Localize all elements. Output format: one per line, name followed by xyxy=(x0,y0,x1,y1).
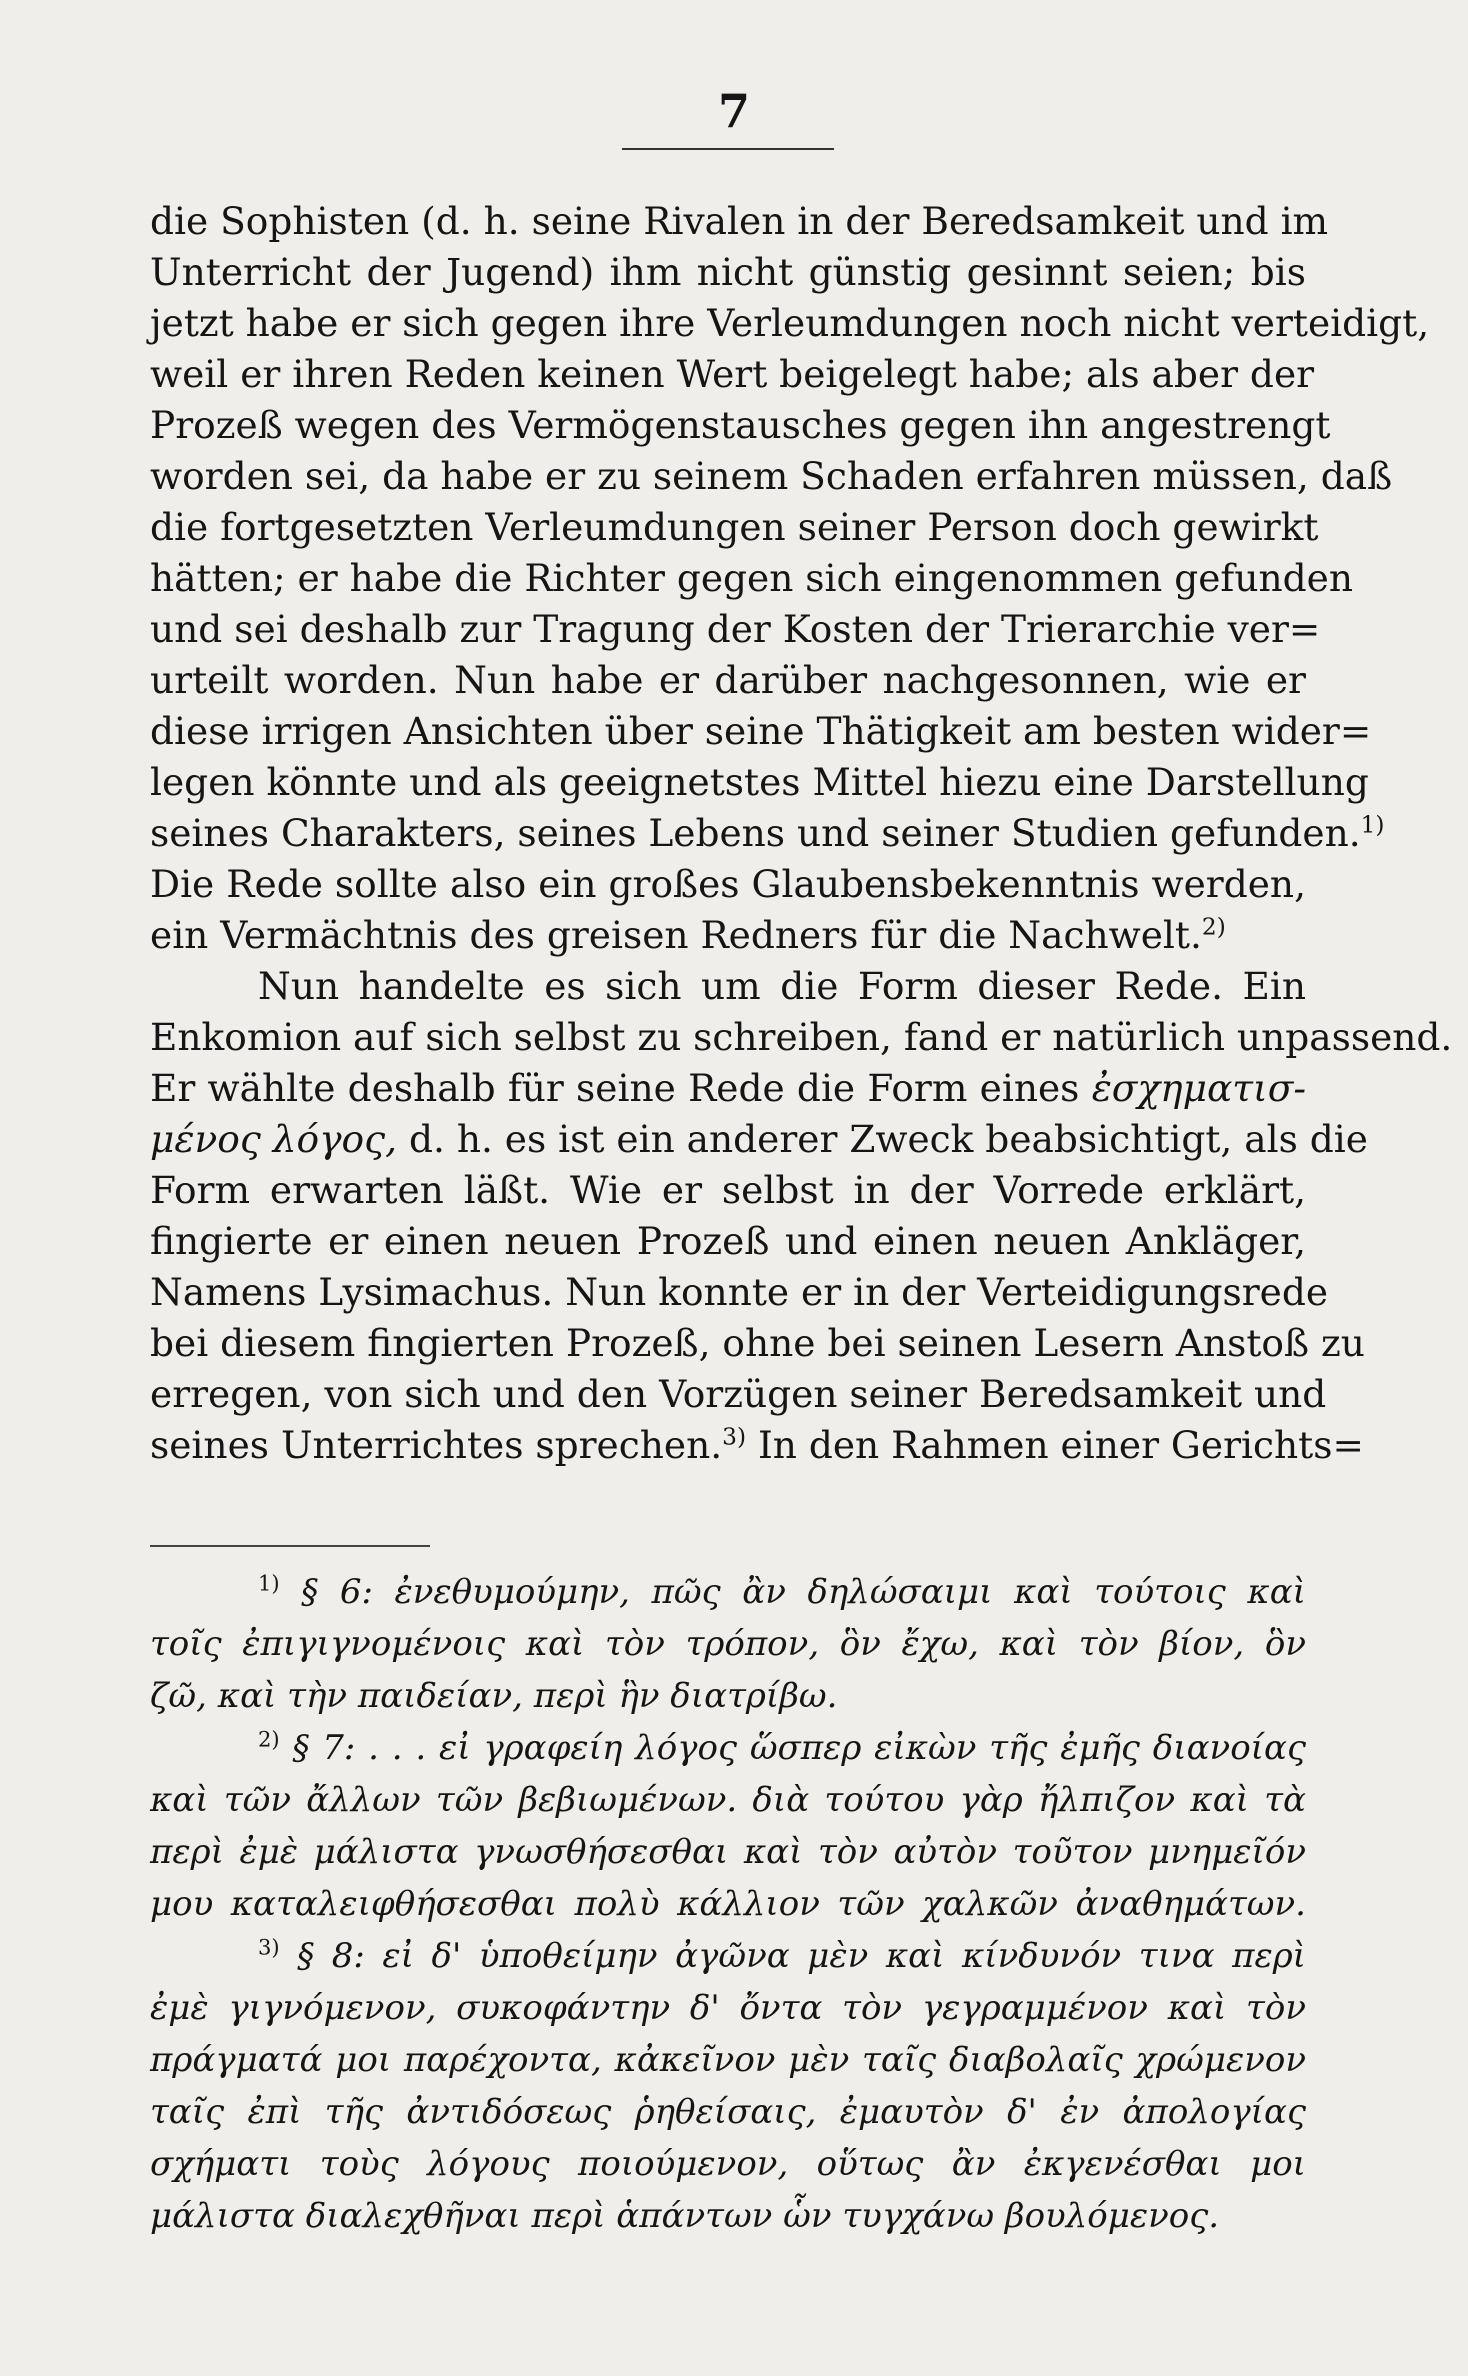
greek-term: μένος λόγος, xyxy=(150,1117,398,1161)
footnote-line: σχήματι τοὺς λόγους ποιούμενον, οὕτως ἂν ἐκγενέσθαι μοι xyxy=(150,2144,1306,2184)
greek-term: ἐσχηματισ- xyxy=(1091,1066,1307,1110)
body-line: Nun handelte es sich um die Form dieser Rede. Ein xyxy=(258,964,1306,1008)
footnote-line: μάλιστα διαλεχθῆναι περὶ ἁπάντων ὧν τυγχάνω βουλόμενος. xyxy=(150,2196,1220,2236)
body-text: In den Rahmen einer Gerichts= xyxy=(757,1423,1364,1467)
footnote-rule xyxy=(150,1545,430,1547)
body-line: und sei deshalb zur Tragung der Kosten der Trierarchie ver= xyxy=(150,607,1321,651)
body-line: legen könnte und als geeignetstes Mittel hiezu eine Darstellung xyxy=(150,760,1369,804)
body-text: ein Vermächtnis des greisen Redners für die Nachwelt. xyxy=(150,913,1202,957)
body-text: seines Charakters, seines Lebens und seiner Studien gefunden. xyxy=(150,811,1361,855)
footnote-ref: 2) xyxy=(1201,913,1226,941)
footnote-line: ζῶ, καὶ τὴν παιδείαν, περὶ ἣν διατρίβω. xyxy=(150,1676,838,1716)
body-line: bei diesem fingierten Prozeß, ohne bei seinen Lesern Anstoß zu xyxy=(150,1321,1365,1365)
body-line: Namens Lysimachus. Nun konnte er in der Verteidigungsrede xyxy=(150,1270,1329,1314)
footnote-line: ἐμὲ γιγνόμενον, συκοφάντην δ' ὄντα τὸν γεγραμμένον καὶ τὸν xyxy=(150,1988,1306,2028)
body-line: jetzt habe er sich gegen ihre Verleumdungen noch nicht verteidigt, xyxy=(150,301,1430,345)
footnote-mark: 1) xyxy=(258,1570,280,1596)
footnote-line xyxy=(258,1570,1306,1612)
body-line: Enkomion auf sich selbst zu schreiben, fand er natürlich unpassend. xyxy=(150,1015,1453,1059)
footnote-text: § 7: . . . εἰ γραφείη λόγος ὥσπερ εἰκὼν τῆς ἐμῆς διανοίας xyxy=(292,1728,1307,1768)
footnote-line: τοῖς ἐπιγιγνομένοις καὶ τὸν τρόπον, ὃν ἔχω, καὶ τὸν βίον, ὃν xyxy=(150,1624,1306,1664)
body-line xyxy=(150,811,1385,855)
body-line: erregen, von sich und den Vorzügen seiner Beredsamkeit und xyxy=(150,1372,1327,1416)
footnote-mark: 2) xyxy=(258,1726,280,1752)
body-text: seines Unterrichtes sprechen. xyxy=(150,1423,723,1467)
body-line: fingierte er einen neuen Prozeß und einen neuen Ankläger, xyxy=(150,1219,1306,1263)
footnote-line: μου καταλειφθήσεσθαι πολὺ κάλλιον τῶν χαλκῶν ἀναθημάτων. xyxy=(150,1884,1306,1924)
footnote-line xyxy=(258,1726,1307,1768)
footnote-line xyxy=(258,1934,1307,1976)
body-line: Form erwarten läßt. Wie er selbst in der Vorrede erklärt, xyxy=(150,1168,1306,1212)
body-line xyxy=(150,1066,1307,1110)
footnote-line: καὶ τῶν ἄλλων τῶν βεβιωμένων. διὰ τούτου γὰρ ἤλπιζον καὶ τὰ xyxy=(150,1780,1306,1820)
body-line: weil er ihren Reden keinen Wert beigelegt habe; als aber der xyxy=(150,352,1315,396)
body-line: Prozeß wegen des Vermögenstausches gegen ihn angestrengt xyxy=(150,403,1331,447)
body-line: hätten; er habe die Richter gegen sich eingenommen gefunden xyxy=(150,556,1353,600)
footnote-line: ταῖς ἐπὶ τῆς ἀντιδόσεως ῥηθείσαις, ἐμαυτὸν δ' ἐν ἀπολογίας xyxy=(150,2092,1306,2132)
body-line: diese irrigen Ansichten über seine Thätigkeit am besten wider= xyxy=(150,709,1372,753)
footnote-line: πράγματά μοι παρέχοντα, κἀκεῖνον μὲν ταῖς διαβολαῖς χρώμενον xyxy=(150,2040,1306,2080)
body-line: Unterricht der Jugend) ihm nicht günstig gesinnt seien; bis xyxy=(150,250,1306,294)
footnote-ref: 3) xyxy=(722,1423,747,1451)
body-text: Er wählte deshalb für seine Rede die Form eines xyxy=(150,1066,1080,1110)
header-rule xyxy=(622,148,834,150)
footnote-mark: 3) xyxy=(258,1934,280,1960)
body-line: Die Rede sollte also ein großes Glaubensbekenntnis werden, xyxy=(150,862,1306,906)
body-line xyxy=(150,1117,1368,1161)
footnote-text: § 8: εἰ δ' ὑποθείμην ἀγῶνα μὲν καὶ κίνδυνόν τινα περὶ xyxy=(297,1936,1307,1976)
body-line: urteilt worden. Nun habe er darüber nachgesonnen, wie er xyxy=(150,658,1306,702)
page-number: 7 xyxy=(717,84,750,138)
body-line: worden sei, da habe er zu seinem Schaden erfahren müssen, daß xyxy=(150,454,1393,498)
footnote-text: § 6: ἐνεθυμούμην, πῶς ἂν δηλώσαιμι καὶ τούτοις καὶ xyxy=(301,1572,1306,1612)
body-line: die Sophisten (d. h. seine Rivalen in der Beredsamkeit und im xyxy=(150,199,1329,243)
body-line xyxy=(150,913,1306,957)
footnote-line: περὶ ἐμὲ μάλιστα γνωσθήσεσθαι καὶ τὸν αὐτὸν τοῦτον μνημεῖόν xyxy=(150,1832,1306,1872)
body-text: d. h. es ist ein anderer Zweck beabsichtigt, als die xyxy=(408,1117,1368,1161)
body-line xyxy=(150,1423,1364,1467)
footnote-ref: 1) xyxy=(1360,811,1385,839)
body-line: die fortgesetzten Verleumdungen seiner Person doch gewirkt xyxy=(150,505,1319,549)
